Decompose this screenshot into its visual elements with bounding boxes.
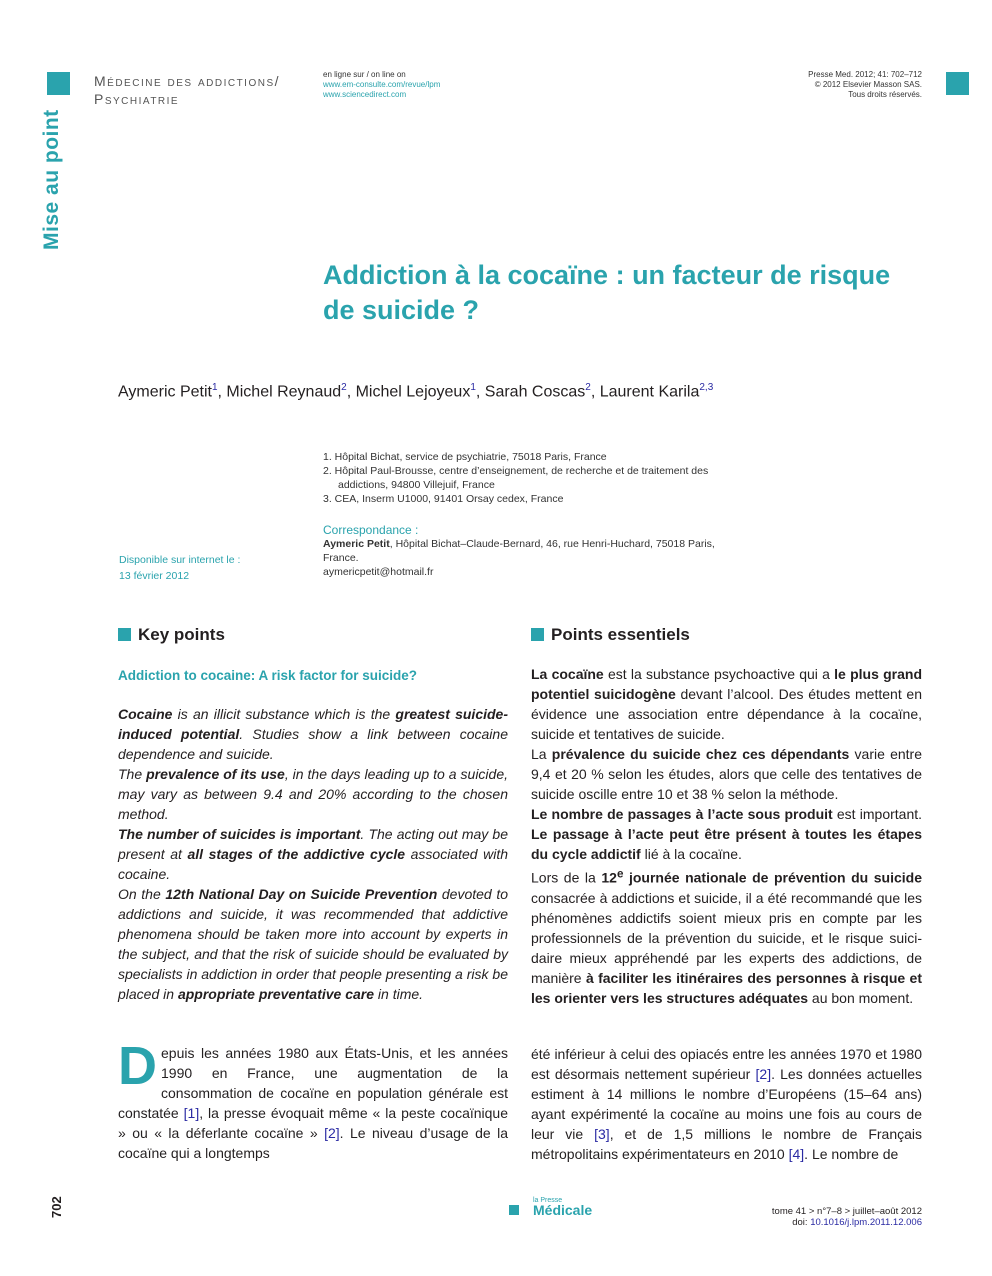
key-points-subtitle: Addiction to cocaine: A risk factor for suicide? bbox=[118, 668, 418, 683]
affiliation-item: 3. CEA, Inserm U1000, 91401 Orsay cedex, France bbox=[323, 493, 564, 505]
logo-square-icon bbox=[509, 1205, 519, 1215]
author: Michel Lejoyeux bbox=[355, 383, 471, 401]
paragraph: Le nombre de passages à l’acte sous produit est important. Le passage à l’acte peut être présent à toutes les étapes du cycle addictif lié à la cocaïne. bbox=[531, 806, 923, 862]
footer-reference bbox=[772, 1206, 922, 1228]
paragraph: Lors de la 12e journée nationale de prévention du suicide consacrée à addictions et suicide, il a été recommandé que les phénomènes addictifs soient mieux pris en compte par les professionnels de la prévention du suicide, et le risque suici-daire mieux appréhendé par les experts des addictions, de manière à faciliter les itinéraires des personnes à risque et les orienter vers les structures adéquates au bon moment. bbox=[531, 867, 923, 1006]
heading-square-icon bbox=[118, 628, 131, 641]
citation-link[interactable]: [4] bbox=[788, 1146, 805, 1162]
paragraph: On the 12th National Day on Suicide Prevention devoted to addictions and suicide, it was recommended that addictive phenomena should be taken more into account by experts in the subject, and that the risk of suicide should be evaluated by specialists in addiction in order that people presenting a risk be placed in appropriate preventative care in time. bbox=[118, 886, 508, 1002]
author: Laurent Karila bbox=[599, 383, 700, 401]
correspondence bbox=[323, 523, 733, 579]
availability-date: Disponible sur internet le : 13 février 2012 bbox=[119, 554, 241, 582]
article-title: Addiction à la cocaïne : un facteur de risque de suicide ? bbox=[323, 260, 891, 325]
affiliation-item: 2. Hôpital Paul-Brousse, centre d’enseignement, de recherche et de traitement des addictions, 94800 Villejuif, France bbox=[323, 465, 709, 491]
affiliation-list bbox=[323, 450, 743, 506]
author-aff[interactable]: 1 bbox=[470, 382, 476, 393]
paragraph: La prévalence du suicide chez ces dépendants varie entre 9,4 et 20 % selon les études, alors que celle des tentatives de suicide oscille entre 10 et 38 % selon la méthode. bbox=[531, 746, 922, 802]
paragraph: Cocaine is an illicit substance which is the greatest suicide-induced potential. Studies show a link between cocaine dependence and suicide. bbox=[118, 706, 508, 762]
author: Aymeric Petit bbox=[118, 383, 212, 401]
author-list: Aymeric Petit$^1$, Michel Reynaud$^2$, Michel Lejoyeux$^1$, Sarah Coscas$^2$, Laurent Karila$^{2,3}$ bbox=[118, 382, 714, 401]
online-links bbox=[323, 70, 440, 100]
section-label: Médecine des addictions/ Psychiatrie bbox=[94, 73, 281, 107]
citation-link[interactable]: [2] bbox=[324, 1125, 340, 1141]
body-column-right: été inférieur à celui des opiacés entre les années 1970 et 1980 est désormais nettement supérieur [2]. Les données actuelles estiment à 14 millions le nombre d’Européens (15–64 ans) ayant expérimenté la cocaïne au moins une fois au cours de leur vie [3], et de 1,5 millions le nombre de Français métropolitains expérimentateurs en 2010 [4]. Le nombre de bbox=[531, 1046, 923, 1162]
author: Sarah Coscas bbox=[484, 383, 586, 401]
em-consulte-link[interactable]: www.em-consulte.com/revue/lpm bbox=[323, 80, 441, 89]
author-aff[interactable]: 2,3 bbox=[699, 382, 714, 393]
article-type-label: Mise au point bbox=[40, 109, 63, 250]
page-number: 702 bbox=[49, 1196, 64, 1218]
paragraph: The prevalence of its use, in the days leading up to a suicide, may vary as between 9.4 and 20% according to the chosen method. bbox=[118, 766, 509, 822]
correspondence-heading: Correspondance : bbox=[323, 523, 419, 537]
heading-square-icon bbox=[531, 628, 544, 641]
doi-link[interactable]: 10.1016/j.lpm.2011.12.006 bbox=[810, 1217, 922, 1228]
corner-square-right bbox=[946, 72, 969, 95]
paragraph: The number of suicides is important. The acting out may be present at all stages of the addictive cycle associated with cocaine. bbox=[118, 826, 509, 882]
author: Michel Reynaud bbox=[226, 383, 342, 401]
online-label: en ligne sur / on line on bbox=[323, 70, 406, 79]
corner-square-left bbox=[47, 72, 70, 95]
affiliation-item: 1. Hôpital Bichat, service de psychiatrie, 75018 Paris, France bbox=[323, 451, 607, 463]
correspondence-address: Aymeric Petit, Hôpital Bichat–Claude-Bernard, 46, rue Henri-Huchard, 75018 Paris, France. bbox=[323, 538, 715, 564]
key-points-heading: Key points bbox=[118, 625, 225, 645]
issue-info: tome 41 > n°7–8 > juillet–août 2012 bbox=[771, 1206, 922, 1217]
author-aff[interactable]: 2 bbox=[341, 382, 347, 393]
drop-cap: D bbox=[118, 1036, 157, 1096]
paragraph: La cocaïne est la substance psychoactive qui a le plus grand potentiel suicidogène devant l’alcool. Des études mettent en évidence une association entre dépendance à la cocaïne, suicide et tentatives de suicide. bbox=[531, 666, 922, 742]
points-essentiels-body bbox=[531, 664, 922, 1008]
body-column-left: Depuis les années 1980 aux États-Unis, et les années 1990 en France, une augmentation de la consommation de cocaïne en population générale est constatée [1], la presse évoquait même « la peste cocaïnique » ou « la déferlante cocaïne » [2]. Le niveau d’usage de la cocaïne qui a longtemps bbox=[118, 1036, 508, 1161]
author-aff[interactable]: 1 bbox=[211, 382, 218, 393]
citation-link[interactable]: [3] bbox=[594, 1126, 610, 1142]
key-points-body bbox=[118, 704, 508, 1004]
journal-reference: Presse Med. 2012; 41: 702–712 © 2012 Elsevier Masson SAS. Tous droits réservés. bbox=[808, 70, 922, 99]
points-essentiels-heading: Points essentiels bbox=[531, 625, 690, 645]
citation-link[interactable]: [1] bbox=[183, 1105, 200, 1121]
correspondence-email[interactable]: aymericpetit@hotmail.fr bbox=[323, 566, 434, 578]
citation-link[interactable]: [2] bbox=[755, 1066, 772, 1082]
doi: doi: 10.1016/j.lpm.2011.12.006 bbox=[792, 1217, 922, 1228]
sciencedirect-link[interactable]: www.sciencedirect.com bbox=[323, 90, 407, 99]
author-aff[interactable]: 2 bbox=[585, 382, 591, 393]
